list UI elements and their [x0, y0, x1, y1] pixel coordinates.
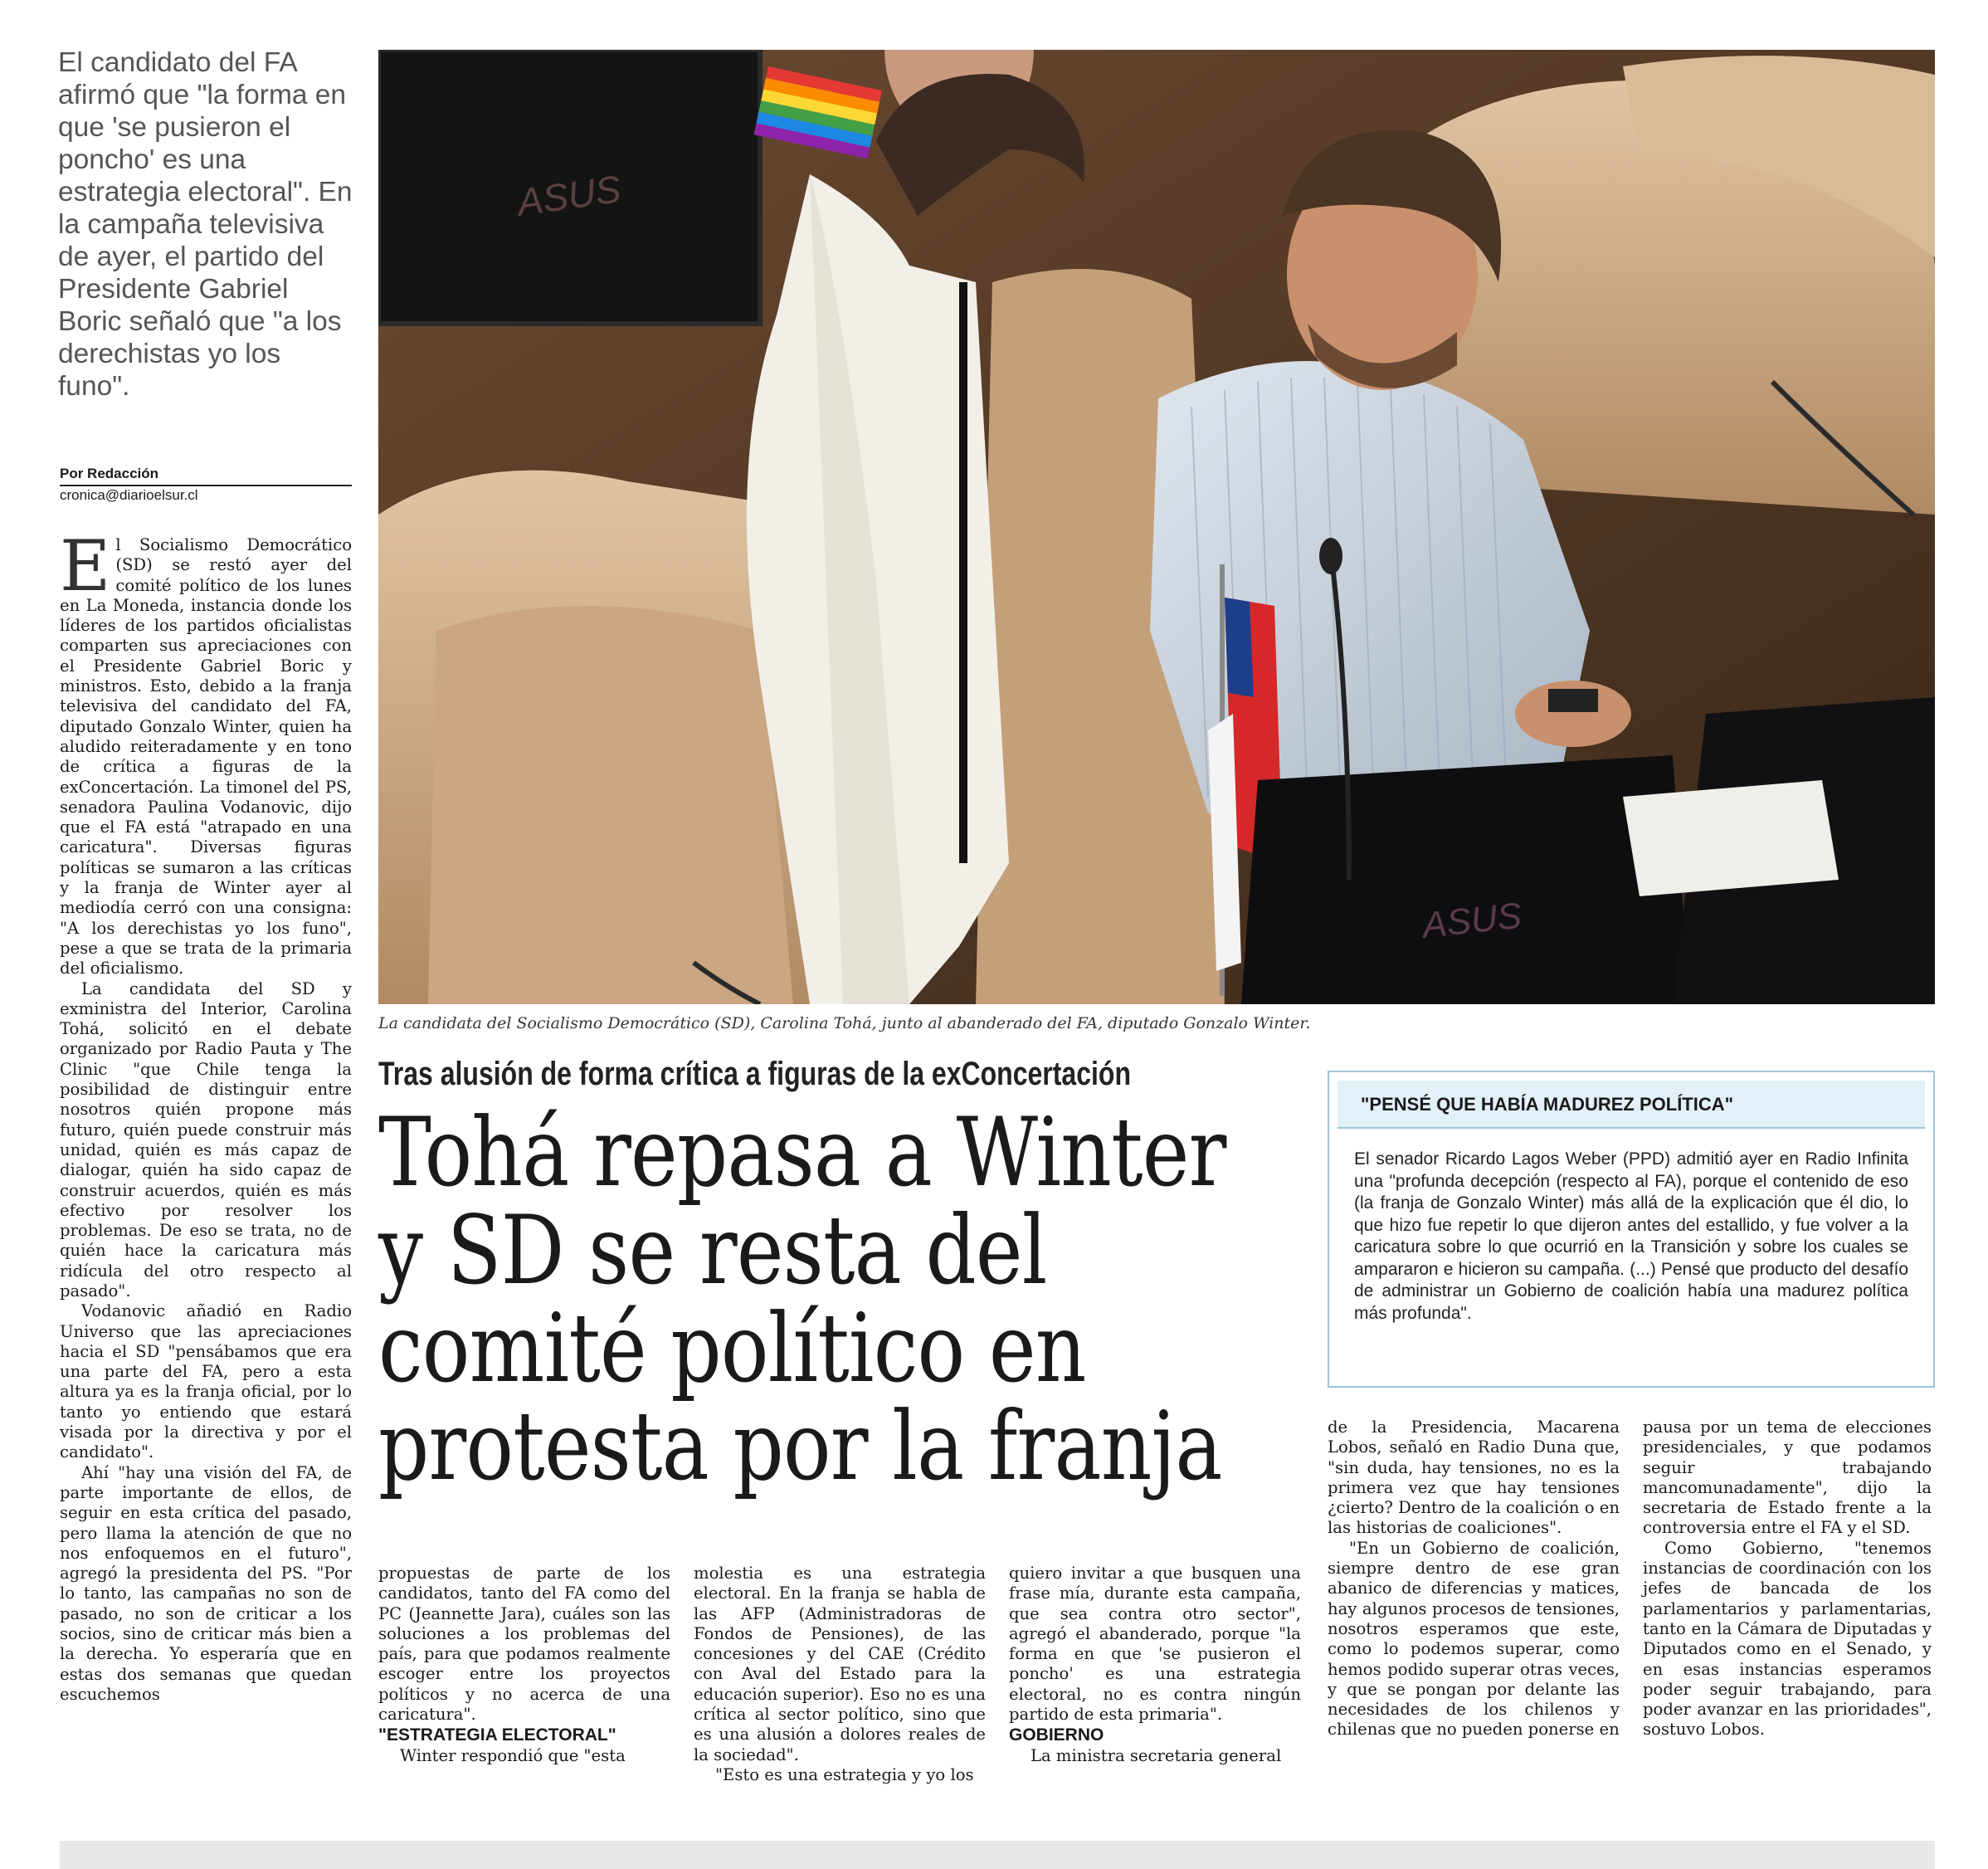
sidebar-quote-box: [1328, 1071, 1935, 1388]
article-column-4: [1009, 1564, 1301, 1767]
drop-cap: E: [60, 525, 111, 607]
kicker: Tras alusión de forma crítica a figuras de la exConcertación: [378, 1056, 1131, 1092]
footer-strip: [60, 1841, 1935, 1869]
headline-line-1: Tohá repasa a Winter: [378, 1097, 1226, 1208]
paragraph-2: La candidata del SD y exministra del Interior, Carolina Tohá, solicitó en el debate organizado por Radio Pauta y The Clinic "que Chile tenga la posibilidad de distinguir entre nosotros quién propone más futuro, quién puede construir más unidad, quién es más capaz de dialogar, quién ha sido capaz de construir acuerdos, quién es más efectivo por resolver los problemas. De eso se trata, no de quién hace la caricatura más ridícula del otro respecto al pasado".: [60, 978, 352, 1300]
photo-illustration: [378, 50, 1935, 1004]
paragraph-1: l Socialismo Democrático (SD) se restó ayer del comité político de los lunes en La Moneda, instancia donde los líderes de los partidos oficialistas comparten sus apreciaciones con el Presidente Gabriel Boric y ministros. Esto, debido a la franja televisiva del candidato del FA, diputado Gonzalo Winter, quien ha aludido reiteradamente y en tono de crítica a figuras de la exConcertación. La timonel del PS, senadora Paulina Vodanovic, dijo que el FA está "atrapado en una caricatura". Diversas figuras políticas se sumaron a las críticas y la franja de Winter ayer al mediodía cerró con una consigna: "A los derechistas yo los funo", pese a que se trata de la primaria del oficialismo.: [60, 535, 352, 978]
subhead-estrategia: "ESTRATEGIA ELECTORAL": [378, 1725, 616, 1745]
paragraph-4: Ahí "hay una visión del FA, de parte importante de ellos, de seguir en esta crítica del pasado, pero llama la atención de que no nos enfoquemos en el futuro", agregó la presidenta del PS. "Por lo tanto, las campañas no son de pasado, no son de criticar a los socios, sino de criticar más bien a la derecha. Yo esperaría que en estas dos semanas que quedan escuchemos: [60, 1462, 352, 1704]
news-photo: [378, 50, 1935, 1004]
laptop-brand: ASUS: [514, 166, 624, 224]
column-3-text-b: "Esto es una estrategia y yo los: [715, 1764, 974, 1784]
sidebox-title: "PENSÉ QUE HABÍA MADUREZ POLÍTICA": [1361, 1094, 1734, 1115]
article-column-3: [694, 1564, 986, 1785]
headline-line-2: y SD se resta del: [378, 1195, 1047, 1305]
byline-author: Por Redacción: [60, 465, 352, 486]
column-4-text: quiero invitar a que busquen una frase mía, durante esta campaña, que sea contra otro sector", agregó el abanderado, porque "la forma en que 'se pusieron el poncho' es una estrategia electoral, no es contra ningún partido de esta primaria".: [1009, 1564, 1301, 1725]
article-column-2: [378, 1564, 670, 1767]
photo-caption: La candidata del Socialismo Democrático (SD), Carolina Tohá, junto al abanderado del FA, diputado Gonzalo Winter.: [378, 1014, 1311, 1032]
subhead-gobierno: GOBIERNO: [1009, 1725, 1104, 1745]
headline-line-3: comité político en: [378, 1293, 1086, 1403]
article-column-6: [1643, 1418, 1932, 1740]
article-column-1: [60, 525, 352, 1705]
byline: [60, 465, 352, 505]
column-4-text-b: La ministra secretaria general: [1031, 1746, 1282, 1766]
column-5-text-b: "En un Gobierno de coalición, siempre dentro de ese gran abanico de diferencias y matices, hay algunos procesos de tensiones, nosotros esperamos que este, como lo podemos superar, como hemos podido superar otras veces, y que se pongan por delante las necesidades de los chilenos y chilenas que no pueden ponerse en: [1328, 1538, 1620, 1740]
headline: [378, 1097, 1308, 1501]
column-6-text: pausa por un tema de elecciones presidenciales, y que podamos seguir trabajando mancomunadamente", dijo la secretaria de Estado frente a la controversia entre el FA y el SD.: [1643, 1418, 1932, 1538]
column-2-text: propuestas de parte de los candidatos, tanto del FA como del PC (Jeannette Jara), cuáles son las soluciones a los problemas del país, para que podamos realmente escoger entre los proyectos políticos y no acerca de una caricatura".: [378, 1564, 670, 1725]
paragraph-3: Vodanovic añadió en Radio Universo que las apreciaciones hacia el SD "pensábamos que era una parte del FA, pero a esta altura ya es la franja oficial, por lo tanto yo entiendo que estará visada por la directiva y por el candidato".: [60, 1301, 352, 1462]
article-column-5: [1328, 1418, 1620, 1740]
column-5-text: de la Presidencia, Macarena Lobos, señaló en Radio Duna que, "sin duda, hay tensiones, no es la primera vez que hay tensiones ¿cierto? Dentro de la coalición o en las historias de coaliciones".: [1328, 1418, 1620, 1538]
lead-summary: El candidato del FA afirmó que "la forma en que 'se pusieron el poncho' es una estrategia electoral". En la campaña televisiva de ayer, el partido del Presidente Gabriel Boric señaló que "a los derechistas yo los funo".: [58, 47, 353, 402]
headline-line-4: protesta por la franja: [378, 1391, 1222, 1501]
column-6-text-b: Como Gobierno, "tenemos instancias de coordinación con los jefes de bancada de los parlamentarios y parlamentarias, tanto en la Cámara de Diputadas y Diputados como en el Senado, y en esas instancias esperamos poder seguir trabajando, para poder avanzar en las prioridades", sostuvo Lobos.: [1643, 1538, 1932, 1740]
column-2-text-b: Winter respondió que "esta: [400, 1746, 626, 1766]
byline-email[interactable]: cronica@diarioelsur.cl: [60, 487, 198, 503]
laptop-brand-2: ASUS: [1420, 895, 1524, 946]
sidebox-header: [1338, 1081, 1925, 1129]
sidebox-text: El senador Ricardo Lagos Weber (PPD) admitió ayer en Radio Infinita una "profunda decepción (respecto al FA), porque el contenido de eso (la franja de Gonzalo Winter) más allá de la explicación que él dio, lo que hizo fue repetir lo que dijeron antes del estallido, y fue volver a la caricatura sobre lo que ocurrió en la Transición y sobre los cuales se ampararon e hicieron su campaña. (...) Pensé que producto del desafío de administrar un Gobierno de coalición había una madurez política más profunda".: [1354, 1149, 1908, 1323]
column-3-text: molestia es una estrategia electoral. En la franja se habla de las AFP (Administradoras de Fondos de Pensiones), de las concesiones y del CAE (Crédito con Aval del Estado para la educación superior). Eso no es una crítica al sector político, sino que es una alusión a dolores reales de la sociedad".: [694, 1564, 986, 1764]
